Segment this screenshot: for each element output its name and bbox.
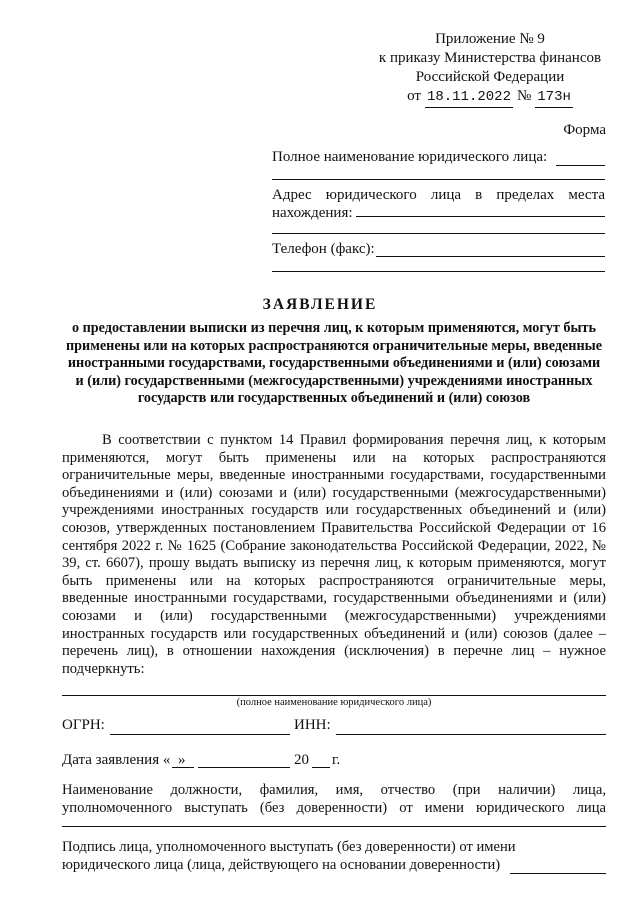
inn-label: ИНН: [294,717,331,733]
ogrn-input-line[interactable] [110,734,290,735]
entity-name-caption: (полное наименование юридического лица) [236,697,432,708]
official-line-1: Наименование должности, фамилия, имя, отчество (при наличии) лица, [62,782,606,798]
full-name-line [272,179,605,180]
order-ot: от [407,88,421,104]
ogrn-label: ОГРН: [62,717,105,733]
appendix-line1: Приложение № 9 [435,31,545,47]
order-date: 18.11.2022 [425,88,513,108]
document-subtitle: о предоставлении выписки из перечня лиц, к которым применяются, могут быть применены или на которых распространяются ограничительные меры, введенные иностранными государствами, государственными объединениями и (или) союзами и (или) государственными (межгосударственными) учреждениями иностранных государств или государственных объединений и (или) союзов [65,320,603,406]
inn-input-line[interactable] [336,734,606,735]
date-month-line[interactable] [198,767,290,768]
entity-name-line[interactable] [62,695,606,696]
phone-inline-line [376,256,605,257]
address-line [272,233,605,234]
full-name-field[interactable] [272,148,605,166]
official-name-line[interactable] [62,826,606,827]
order-number: 173н [535,88,573,108]
document-title: ЗАЯВЛЕНИЕ [262,296,378,313]
address-label: Адрес юридического лица в пределах места [272,187,605,203]
signature-input-line[interactable] [510,873,606,874]
address-label-2: нахождения: [272,205,353,221]
date-year-prefix: 20 [294,752,309,768]
address-inline-line [356,216,605,217]
phone-line [272,271,605,272]
full-name-label: Полное наименование юридического лица: [272,149,548,165]
full-name-inline-line [556,165,605,166]
date-year-suffix: г. [332,752,341,768]
date-close-quote: » [178,752,186,768]
date-day-line[interactable] [172,767,194,768]
date-label: Дата заявления « [62,752,171,768]
appendix-block [370,30,610,108]
order-no: № [516,88,532,104]
appendix-line2: к приказу Министерства финансов [378,50,602,66]
date-year-line[interactable] [312,767,330,768]
application-body: В соответствии с пунктом 14 Правил формирования перечня лиц, к которым применяются, могут быть применены или на которых распространяются ограничительные меры, введенные иностранными государствами, государственными объединениями и (или) союзами и (или) государственными (межгосударственными) учреждениями иностранных государств или государственных объединений и (или) союзов, утвержденных постановлением Правительства Российской Федерации от 16 сентября 2022 г. № 1625 (Собрание законодательства Российской Федерации, 2022, № 39, ст. 6607), прошу выдать выписку из перечня лиц, к которым применяются, могут быть применены или на которых распространяются ограничительные меры, введенные иностранными государствами, государственными объединениями и (или) союзами и (или) государственными (межгосударственными) учреждениями иностранных государств или государственных объединений и (или) союзов (далее – перечень лиц), в отношении нахождения (исключения) в перечне лиц – нужное подчеркнуть: [62,432,606,677]
order-line [370,87,610,108]
signature-text [62,838,606,874]
signature-line-2: юридического лица (лица, действующего на основании доверенности) [62,857,501,873]
official-line-2: уполномоченного выступать (без доверенности) от имени юридического лица [62,800,606,816]
official-text [62,781,606,817]
signature-line-1: Подпись лица, уполномоченного выступать (без доверенности) от имени [62,839,516,855]
phone-label: Телефон (факс): [272,241,375,257]
form-label: Форма [563,122,606,138]
appendix-line3: Российской Федерации [415,69,565,85]
